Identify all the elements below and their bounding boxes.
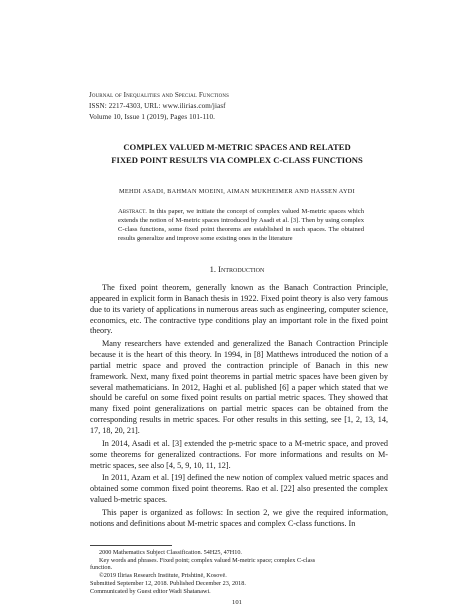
title-line-2: FIXED POINT RESULTS VIA COMPLEX C-CLASS FUNCTIONS	[111, 155, 363, 165]
author-list: MEHDI ASADI, BAHMAN MOEINI, AIMAN MUKHEIMER AND HASSEN AYDI	[118, 188, 356, 195]
footnote-keywords-cont: function.	[90, 564, 113, 572]
paper-title	[60, 141, 414, 167]
abstract-text: In this paper, we initiate the concept of complex valued M-metric spaces which extends the notion of M-metric spaces introduced by Asadi et al. [3]. Then by using complex C-class functions, some fixed point theorems are established in such spaces. The obtained results generalize and improve some existing ones in the literature	[118, 208, 364, 242]
section-heading	[60, 264, 414, 274]
abstract-label: Abstract.	[118, 208, 147, 215]
paragraph-5: This paper is organized as follows: In section 2, we give the required information, notions and definitions about M-metric spaces and complex C-class functions. In	[90, 507, 388, 528]
footnote-msc: 2000 Mathematics Subject Classification. 54H25, 47H10.	[99, 549, 242, 556]
footnote-submitted: Submitted September 12, 2018. Published December 23, 2018.	[90, 579, 246, 587]
footnotes	[90, 549, 388, 595]
footnote-copyright: ©2019 Ilirias Research Institute, Prishtinë, Kosovë.	[99, 572, 227, 580]
section-name: Introduction	[218, 264, 265, 274]
page-number: 101	[232, 599, 242, 606]
journal-header	[89, 90, 229, 123]
journal-volume: Volume 10, Issue 1 (2019), Pages 101-110.	[89, 113, 216, 121]
body-text	[90, 283, 388, 530]
abstract	[118, 208, 364, 244]
paragraph-1: The fixed point theorem, generally known as the Banach Contraction Principle, appeared in explicit form in Banach thesis in 1922. Fixed point theory is also very famous due to its variety of applications in numerous areas such as engineering, computer science, economics, etc. The contractive type conditions play an important role in the fixed point theory.	[90, 283, 388, 336]
paragraph-4: In 2011, Azam et al. [19] defined the new notion of complex valued metric spaces and obtained some common fixed point theorems. Rao et al. [22] also presented the complex valued b-metric spaces.	[90, 473, 388, 505]
journal-issn: ISSN: 2217-4303, URL: www.ilirias.com/jiasf	[89, 102, 226, 110]
paragraph-3: In 2014, Asadi et al. [3] extended the p-metric space to a M-metric space, and proved some theorems for generalized contractions. For more informations and results on M-metric spaces, see also [4, 5, 9, 10, 11, 12].	[90, 438, 388, 470]
footnote-communicated: Communicated by Guest editor Wadi Shatanawi.	[90, 587, 211, 595]
footnote-keywords: Key words and phrases. Fixed point; complex valued M-metric space; complex C-class	[99, 556, 316, 564]
footnote-rule	[90, 545, 172, 546]
title-line-1: COMPLEX VALUED M-METRIC SPACES AND RELATED	[123, 142, 351, 152]
section-number: 1.	[209, 264, 217, 274]
paragraph-2: Many researchers have extended and generalized the Banach Contraction Principle because it is the heart of this theory. In 1994, in [8] Matthews introduced the notion of a partial metric space and proved the contraction principle of Banach in this new framework. Next, many fixed point theorems in partial metric spaces have been given by several mathematicians. In 2012, Haghi et al. published [6] a paper which stated that we should be careful on some fixed point results on partial metric spaces. They showed that many fixed point generalizations on partial metric spaces can be obtained from the corresponding results in metric spaces. For other results in this setting, see [1, 2, 13, 14, 17, 18, 20, 21].	[90, 339, 388, 435]
journal-name: Journal of Inequalities and Special Functions	[89, 91, 229, 99]
